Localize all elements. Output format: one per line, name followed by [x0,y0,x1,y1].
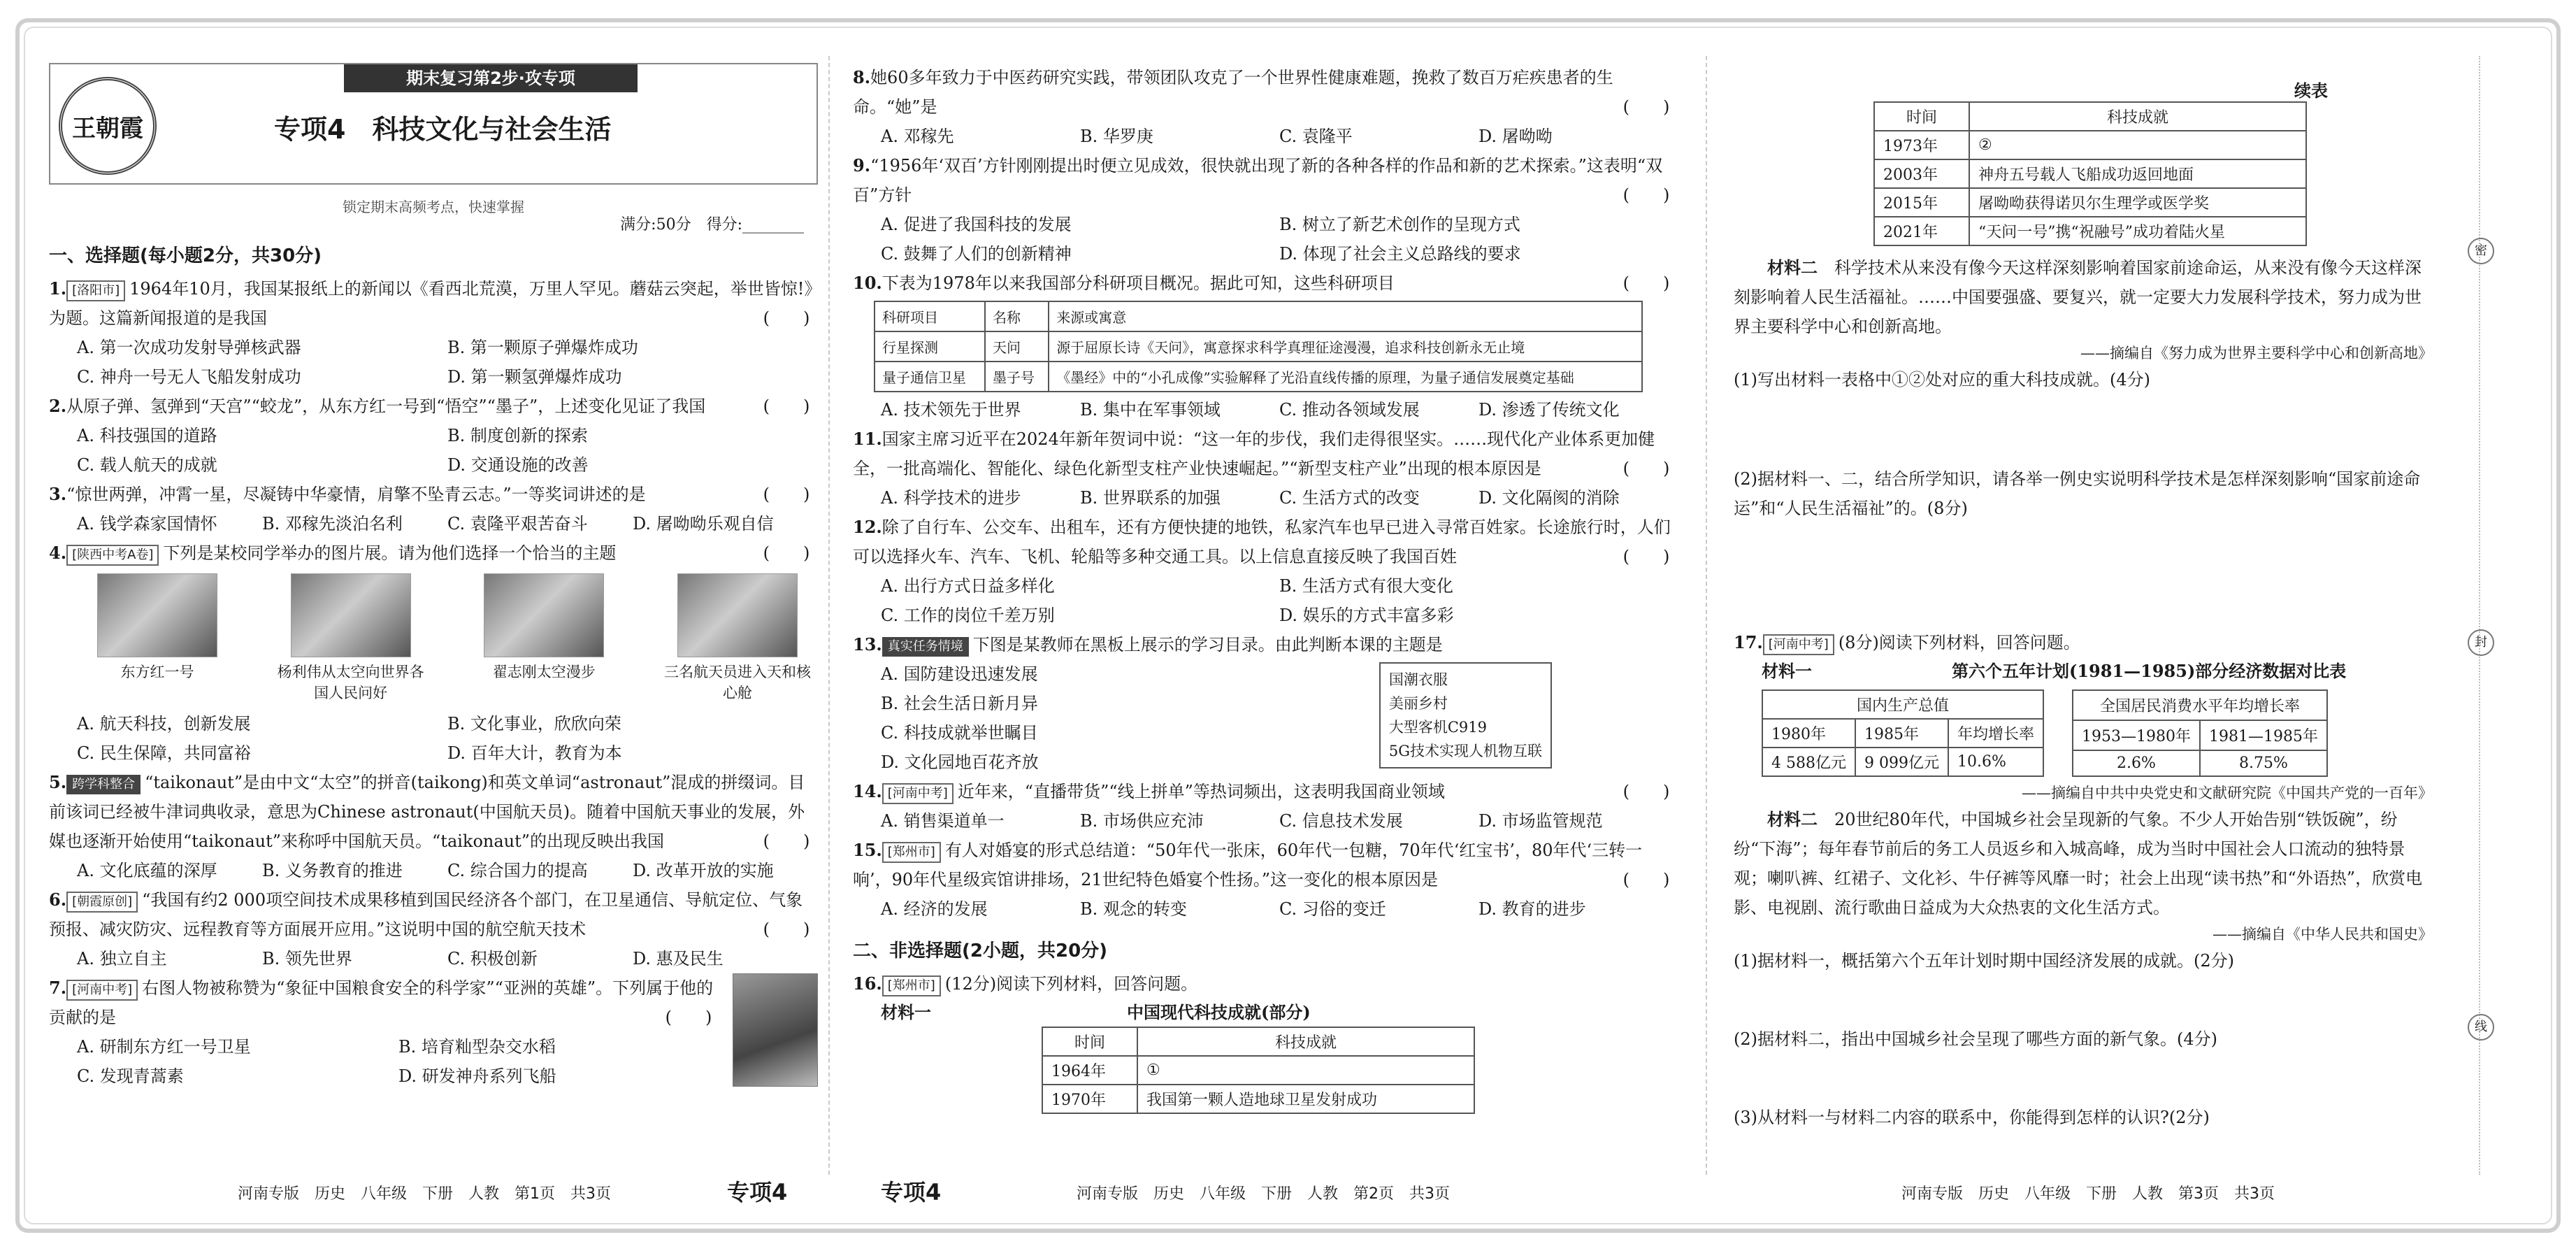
question-16: 16. [郑州市] (12分)阅读下列材料，回答问题。 [853,969,1678,999]
question-14: 14. [河南中考] 近年来，“直播带货”“线上拼单”等热词频出，这表明我国商业领域 ( ) [853,777,1678,806]
column-2 [853,63,1678,1114]
continued-label: 续表 [2294,80,2328,101]
material-2: 材料二 20世纪80年代，中国城乡社会呈现新的气象。不少人开始告别“铁饭碗”，纷纷“下海”；每年春节前后的务工人员返乡和入城高峰，成为当时中国社会人口流动的独特景观；喇叭裤、红裙子、文化衫、牛仔裤等风靡一时；社会上出现“读书热”和“外语热”，欣赏电影、电视剧、流行歌曲日益成为大众热衷的文化生活方式。 [1734,809,2423,917]
section-title: 二、非选择题(2小题，共20分) [853,941,1108,962]
seal-char: 线 [2468,1014,2494,1041]
question-13-body [853,659,1678,777]
options: A. 促进了我国科技的发展 B. 树立了新艺术创作的呈现方式 C. 鼓舞了人们的创新精神 D. 体现了社会主义总路线的要求 [881,215,1521,264]
options: A. 科技强国的道路 B. 制度创新的探索 C. 载人航天的成就 D. 交通设施的改善 [77,426,589,475]
options: A. 文化底蕴的深厚 B. 义务教育的推进 C. 综合国力的提高 D. 改革开放的实施 [77,861,774,880]
question-13: 13. 真实任务情境 下图是某教师在黑板上展示的学习目录。由此判断本课的主题是 [853,630,1678,659]
material-2: 材料二 科学技术从来没有像今天这样深刻影响着国家前途命运，从来没有像今天这样深刻影响着人民生活福祉。……中国要强盛、要复兴，就一定要大力发展科学技术，努力成为世界主要科学中心和创新高地。 [1734,257,2422,336]
question-12: 12.除了自行车、公交车、出租车，还有方便快捷的地铁，私家汽车也早已进入寻常百姓家。长途旅行时，人们可以选择火车、汽车、飞机、轮船等多种交通工具。以上信息直接反映了我国百姓 ( ) [853,517,1671,566]
table-row: 1964年 ① [1042,1056,1474,1085]
question-5: 5. 跨学科整合 “taikonaut”是由中文“太空”的拼音(taikong)和英文单词“astronaut”混成的拼缀词。目前该词已经被牛津词典收录，意思为Chinese astronaut(中国航天员)。随着中国航天事业的发展，外媒也逐渐开始使用“taikonaut”来称呼中国航天员。“taikonaut”的出现反映出我国 ( ) [49,772,810,851]
answer-space [1734,975,2433,1024]
footer-topic: 专项4 [727,1179,788,1206]
seal-char: 封 [2468,629,2494,656]
question-17: 17. [河南中考] (8分)阅读下列材料，回答问题。 [1734,628,2433,657]
question-3: 3.“惊世两弹，冲霄一星，尽凝铸中华豪情，肩擎不坠青云志。”一等奖词讲述的是 ( ) [49,484,810,504]
section-title: 一、选择题(每小题2分，共30分) [49,245,322,266]
table-row: 1973年 ② [1874,131,2306,159]
picture: 东方红一号 [77,573,238,703]
sub-question: (1)写出材料一表格中①②处对应的重大科技成就。(4分) [1734,370,2150,389]
sub-question: (1)据材料一，概括第六个五年计划时期中国经济发展的成就。(2分) [1734,951,2234,971]
options: A. 销售渠道单一 B. 市场供应充沛 C. 信息技术发展 D. 市场监管规范 [881,811,1603,831]
footer-page-3: 河南专版 历史 八年级 下册 人教 第3页 共3页 [1901,1185,2275,1203]
photo [677,573,798,657]
picture: 杨利伟从太空向世界各国人民问好 [271,573,431,703]
question-11: 11.国家主席习近平在2024年新年贺词中说：“这一年的步伐，我们走得很坚实。……现代化产业体系更加健全，一批高端化、智能化、绿色化新型支柱产业快速崛起。”“新型支柱产业”出现的根本原因是 ( ) [853,429,1670,478]
photo [291,573,411,657]
source: ——摘编自中共中央党史和文献研究院《中国共产党的一百年》 [2022,785,2433,801]
project-table [874,301,1643,392]
answer-space [1734,523,2433,628]
options: A. 钱学森家国情怀 B. 邓稼先淡泊名利 C. 袁隆平艰苦奋斗 D. 屠呦呦乐观自信 [77,514,774,534]
question-6: 6. [朝霞原创] “我国有约2 000项空间技术成果移植到国民经济各个部门，在卫星通信、导航定位、气象预报、减灾防灾、远程教育等方面展开应用。”这说明中国的航空航天技术 ( ) [49,889,810,939]
table-row: 1970年 我国第一颗人造地球卫星发射成功 [1042,1085,1474,1113]
photo [97,573,217,657]
options: A. 经济的发展 B. 观念的转变 C. 习俗的变迁 D. 教育的进步 [881,899,1586,919]
banner: 期末复习第2步·攻专项 [344,64,638,92]
tech-table: 时间 科技成就 1964年 ① 1970年 我国第一颗人造地球卫星发射成功 [1042,1027,1475,1114]
picture: 翟志刚太空漫步 [463,573,624,703]
options: A. 科学技术的进步 B. 世界联系的加强 C. 生活方式的改变 D. 文化隔阂的消除 [881,488,1620,508]
table-row: 2003年 神舟五号载人飞船成功返回地面 [1874,159,2306,188]
question-15: 15. [郑州市] 有人对婚宴的形式总结道：“50年代一张床，60年代一包糖，70年代‘红宝书’，80年代‘三转一响’，90年代星级宾馆讲排场，21世纪特色婚宴个性扬。”这一变化的根本原因是 ( ) [853,840,1670,889]
question-2: 2.从原子弹、氢弹到“天宫”“蛟龙”，从东方红一号到“悟空”“墨子”，上述变化见证了我国 ( ) [49,396,810,416]
question-7: 7. [河南中考] 右图人物被称赞为“象征中国粮食安全的科学家”“亚洲的英雄”。下列属于他的贡献的是 ( ) [49,978,714,1027]
sub-question: (3)从材料一与材料二内容的联系中，你能得到怎样的认识?(2分) [1734,1108,2210,1127]
table-row: 2015年 屠呦呦获得诺贝尔生理学或医学奖 [1874,188,2306,217]
sub-question: (2)据材料二，指出中国城乡社会呈现了哪些方面的新气象。(4分) [1734,1029,2217,1049]
logo: 王朝霞 [59,77,157,175]
table-header-row: 科研项目 名称 来源或寓意 [875,301,1642,331]
sub-question: (2)据材料一、二，结合所学知识，请各举一例史实说明科学技术是怎样深刻影响“国家前途命运”和“人民生活福祉”的。(8分) [1734,469,2421,518]
footer-page-1: 河南专版 历史 八年级 下册 人教 第1页 共3页 [238,1185,611,1203]
column-3 [1734,63,2433,1132]
consumption-table: 全国居民消费水平年均增长率 1953—1980年 1981—1985年 2.6% 8.75% [2072,689,2328,777]
column-divider [828,56,830,1175]
seal-char: 密 [2468,238,2494,264]
header [49,63,818,215]
source: ——摘编自《努力成为世界主要科学中心和创新高地》 [2080,345,2433,362]
question-8: 8.她60多年致力于中医药研究实践，带领团队攻克了一个世界性健康难题，挽救了数百万疟疾患者的生命。“她”是 ( ) [853,67,1670,117]
column-divider [1706,56,1707,1175]
question-1: 1. [洛阳市] 1964年10月，我国某报纸上的新闻以《看西北荒漠，万里人罕见。蘑菇云突起，举世皆惊!》为题。这篇新闻报道的是我国 ( ) [49,278,813,328]
tech-table-continued: 时间 科技成就 1973年 ② 2003年 神舟五号载人飞船成功返回地面 2015年 屠呦呦获得诺贝尔生理学或医学奖 2021年 “天问一号”携“祝融号”成功着陆火星 [1873,101,2307,246]
options: A. 第一次成功发射导弹核武器 B. 第一颗原子弹爆炸成功 C. 神舟一号无人飞船发射成功 D. 第一颗氢弹爆炸成功 [77,338,638,387]
source: ——摘编自《中华人民共和国史》 [2212,926,2433,943]
column-1 [49,63,818,1091]
options: A. 国防建设迅速发展 B. 社会生活日新月异 C. 科技成就举世瞩目 D. 文化园地百花齐放 [881,664,1039,772]
options: A. 技术领先于世界 B. 集中在军事领域 C. 推动各领域发展 D. 渗透了传统文化 [881,400,1620,420]
material-1-header: 材料一 第六个五年计划(1981—1985)部分经济数据对比表 [1762,661,2347,681]
picture-row [49,573,818,703]
score-line: 满分:50分 得分:________ [620,216,804,234]
table-row: 行星探测 天问 源于屈原长诗《天问》，寓意探求科学真理征途漫漫，追求科技创新永无止境 [875,331,1642,362]
page-title: 专项4 科技文化与社会生活 [274,114,612,145]
options: A. 研制东方红一号卫星 B. 培育籼型杂交水稻 C. 发现青蒿素 D. 研发神舟系列飞船 [77,1037,556,1086]
subtitle: 锁定期末高频考点，快速掌握 [343,199,524,215]
options: A. 邓稼先 B. 华罗庚 C. 袁隆平 D. 屠呦呦 [881,127,1553,146]
question-10: 10.下表为1978年以来我国部分科研项目概况。据此可知，这些科研项目 ( ) [853,273,1670,293]
question-4: 4. [陕西中考A卷] 下列是某校同学举办的图片展。请为他们选择一个恰当的主题 ( ) [49,538,818,568]
economy-tables [1734,689,2433,777]
options: A. 出行方式日益多样化 B. 生活方式有很大变化 C. 工作的岗位千差万别 D. 娱乐的方式丰富多彩 [881,576,1454,625]
footer-topic: 专项4 [881,1179,942,1206]
question-7-block [49,973,818,1091]
seal-line [2479,56,2480,1175]
blackboard-list: 国潮衣服 美丽乡村 大型客机C919 5G技术实现人机物互联 [1379,662,1552,769]
gdp-table: 国内生产总值 1980年 1985年 年均增长率 4 588亿元 9 099亿元 10.6% [1762,689,2044,777]
material-1-header: 材料一 中国现代科技成就(部分) [881,1002,1311,1022]
table-row: 量子通信卫星 墨子号 《墨经》中的“小孔成像”实验解释了光沿直线传播的原理，为量子通信发展奠定基础 [875,362,1642,392]
portrait-photo [733,973,818,1087]
footer-page-2: 河南专版 历史 八年级 下册 人教 第2页 共3页 [1077,1185,1450,1203]
table-row: 2021年 “天问一号”携“祝融号”成功着陆火星 [1874,217,2306,245]
answer-space [1734,1054,2433,1103]
photo [484,573,604,657]
answer-space [1734,394,2433,464]
options: A. 独立自主 B. 领先世界 C. 积极创新 D. 惠及民生 [77,949,724,968]
options: A. 航天科技，创新发展 B. 文化事业，欣欣向荣 C. 民生保障，共同富裕 D. 百年大计，教育为本 [77,714,622,763]
question-9: 9.“1956年‘双百’方针刚刚提出时便立见成效，很快就出现了新的各种各样的作品和新的艺术探索。”这表明“双百”方针 ( ) [853,155,1670,205]
picture: 三名航天员进入天和核心舱 [657,573,818,703]
